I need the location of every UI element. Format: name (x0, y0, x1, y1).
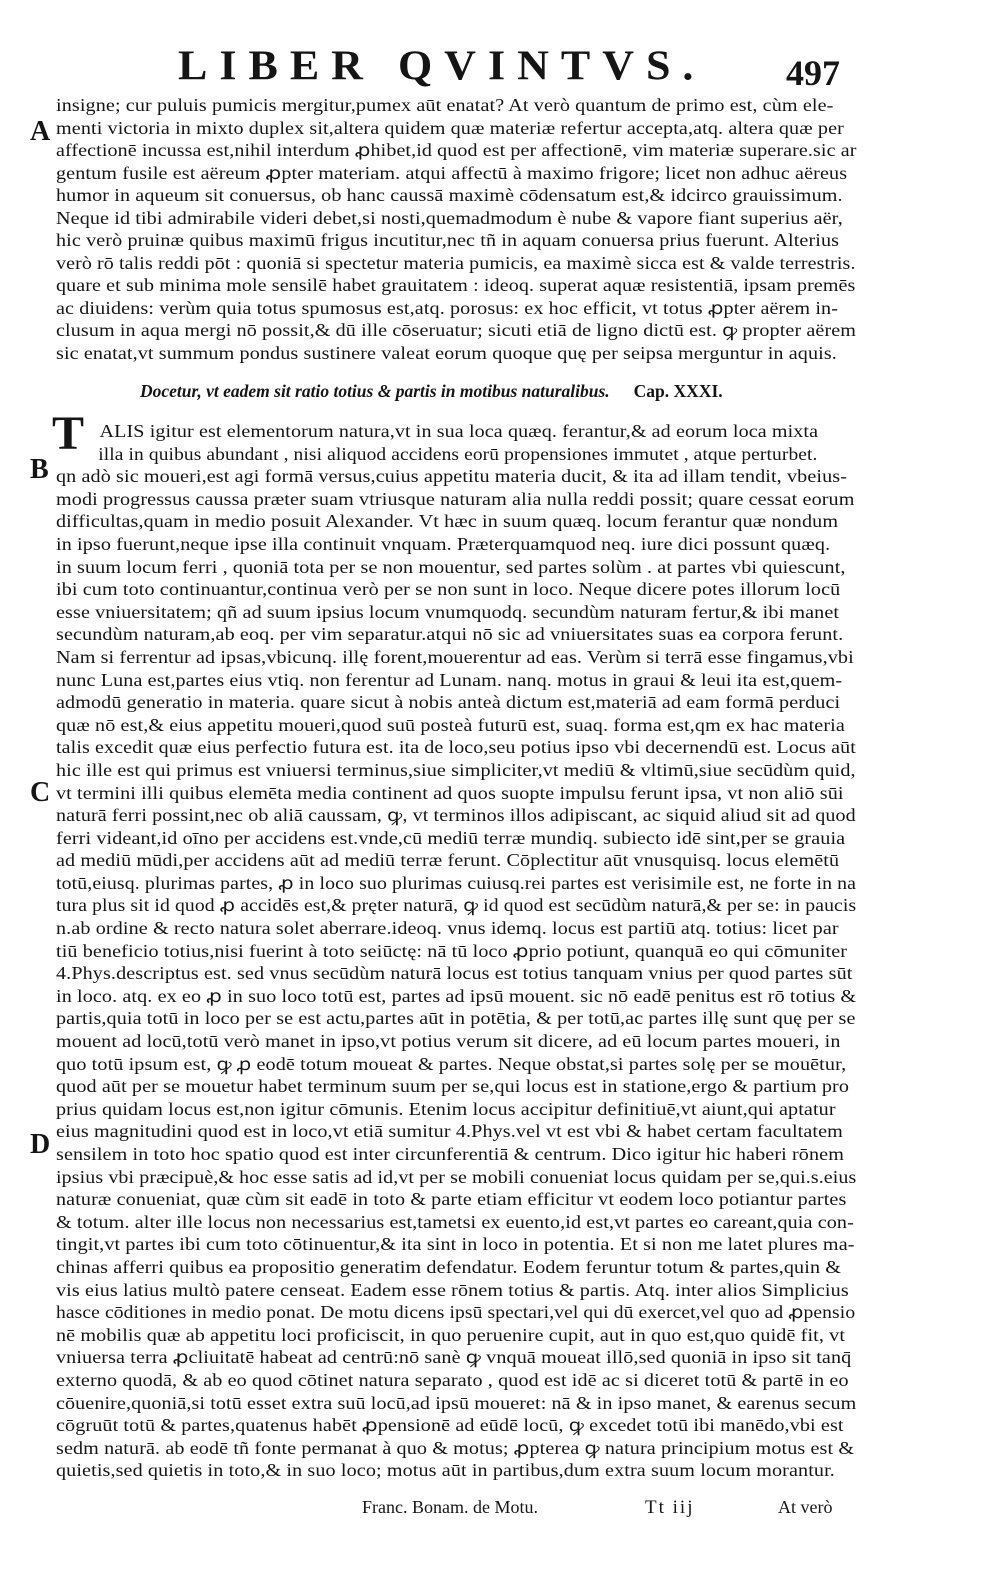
text-line: secundùm naturam,ab eoq. per vim separatur.atqui nō sic ad vniuersitates suas ea corpora ferunt. (56, 624, 844, 645)
text-line: modi progressus caussa præter suam vtriusque naturam alia nulla reddi possit; quare cessat eorum (56, 488, 855, 509)
text-line: nē mobilis quæ ab appetitu loci proficiscit, in quo peruenire cupit, aut in quo est,quo quidē fit, vt (56, 1324, 846, 1345)
text-line: cōgruūt totū & partes,quatenus habēt ꝓpensionē ad eūdē locū, ꝙ excedet totū ibi manēdo,vbi est (56, 1415, 844, 1436)
text-line: quare et sub minima mole sensilē habet grauitatem : ideoq. superat aquæ resistentiā, ipsam premēs (56, 275, 856, 295)
text-line: tingit,vt partes ibi cum toto cōtinuentur,& ita sint in loco in potentia. Et si non me latet plures ma- (56, 1234, 855, 1255)
text-line: vt termini illi quibus elemēta media continent ad quos suopte impulsu ferunt ipsa, vt non aliō sūi (56, 782, 844, 803)
text-line: tura plus sit id quod ꝓ accidēs est,& pręter naturā, ꝙ id quod est secūdùm naturā,& per se: in paucis (56, 895, 857, 916)
margin-marker-a: A (30, 116, 51, 147)
text-line: quo totū ipsum est, ꝙ ꝓ eodē totum moueat & partes. Neque obstat,si partes solę per se mouētur, (56, 1053, 847, 1074)
text-line: insigne; cur puluis pumicis mergitur,pumex aūt enatat? At verò quantum de primo est, cùm ele- (56, 95, 834, 115)
text-line: ALIS igitur est elementorum natura,vt in sua loca quæq. ferantur,& ad eorum loca mixta (99, 421, 819, 441)
text-line: ferri videant,id oīno per accidens est.vnde,cū mediū terræ mundiq. subiecto idē sint,per se grauia (56, 827, 846, 848)
text-line: externo quodā, & ab eo quod cōtinet natura separato , quod est idē ac si diceret totū & partē in eo (56, 1369, 849, 1390)
text-line: clusum in aqua mergi nō possit,& dū ille cōseruatur; sicuti etiā de ligno dictū est. ꝙ propter aërem (56, 320, 857, 340)
text-line: prius quidam locus est,non igitur cōmunis. Etenim locus accipitur definitiuē,vt aiunt,qui aptatur (56, 1098, 836, 1119)
text-line: nunc Luna est,partes eius vtiq. non ferentur ad Lunam. nanq. motus in graui & leui ita est,quem- (56, 669, 843, 690)
text-line: partis,quia totū in loco per se est actu,partes aūt in potētia, & per totū,ac partes illę sunt quę per se (56, 1008, 856, 1029)
chapter-heading-text: Docetur, vt eadem sit ratio totius & partis in motibus naturalibus. (140, 381, 610, 401)
text-line: quæ nō est,& eius appetitu moueri,quod suū posteà futurū est, suaq. forma est,qm ex hac materia (56, 714, 845, 735)
text-line: totū,eiusq. plurimas partes, ꝓ in loco suo plurimas cuiusq.rei partes est verisimile est, ne forte in na (56, 872, 857, 893)
footer-signature: Franc. Bonam. de Motu. (362, 1497, 538, 1517)
text-line: ac diuidens: verùm quia totus spumosus est,atq. porosus: ex hoc efficit, vt totus ꝓpter aërem in- (56, 297, 839, 318)
text-line: verò rō talis reddi pōt : quoniā si spectetur materia pumicis, ea maximè sicca est & valde terrestris. (56, 252, 856, 273)
text-line: qn adò sic moueri,est agi formā versus,cuius appetitu materia ducit, & ita ad illam tendit, vbeius- (56, 466, 848, 487)
text-line: eius magnitudini quod est in loco,vt etiā sumitur 4.Phys.vel vt est vbi & habet certam facultatem (56, 1121, 843, 1142)
text-line: Neque id tibi admirabile videri debet,si nosti,quemadmodum è nube & vapore fiant superius aër, (56, 207, 843, 228)
text-line: talis excedit quæ eius perfectio futura est. ita de loco,seu potius ipso vbi decernendū est. Locus aūt (56, 737, 856, 758)
text-line: ad mediū mūdi,per accidens aūt ad mediū terræ ferunt. Cōplectitur aūt vnusquisq. locus elemētū (56, 850, 840, 871)
text-line: vniuersa terra ꝓcliuitatē habeat ad centrū:nō sanè ꝙ vnquā moueat illō,sed quoniā in ipso sit tanq̄ (56, 1347, 852, 1368)
text-line: quod aūt per se mouetur habet terminum suum per se,qui locus est in statione,ergo & partium pro (56, 1076, 850, 1097)
text-line: in ipso fuerunt,neque ipse illa continuit vnquam. Præterquamquod neq. iure dici possunt quæq. (56, 533, 831, 554)
text-line: & totum. alter ille locus non necessarius est,tametsi ex euento,id est,vt partes eo careant,quia con- (56, 1211, 854, 1232)
text-line: ipsius vbi præcipuè,& hoc esse satis ad id,vt per se mobili conueniat locus quidam per se,qui.s.eius (56, 1166, 857, 1187)
text-line: affectionē incussa est,nihil interdum ꝓhibet,id quod est per affectionē, vim materiæ superare.sic ar (56, 140, 857, 160)
text-line: mouent ad locū,totū verò manet in ipso,vt potius verum sit dicere, ad eū locum partes moueri, in (56, 1031, 841, 1052)
margin-marker-d: D (30, 1129, 51, 1160)
initial-letter: T (52, 407, 85, 460)
text-line: chinas afferri quibus ea propositio generatim defendatur. Eodem feruntur totum & partes,quin & (56, 1256, 842, 1277)
text-line: cōuenire,quoniā,si totū esset extra suū locū,ad ipsū moueret: nā & in ipso manet, & earenus secum (56, 1392, 857, 1413)
chapter-heading (140, 381, 860, 402)
text-line: menti victoria in mixto duplex sit,altera quidem quæ materiæ refertur accepta,atq. altera quæ per (56, 117, 844, 138)
text-line: naturæ conueniat, quæ cùm sit eadē in toto & parte etiam efficitur vt eodem loco potiantur partes (56, 1189, 847, 1210)
text-line: in suum locum ferri , quoniā tota per se non mouentur, sed partes solùm . at partes vbi quiescunt, (56, 556, 846, 577)
margin-marker-b: B (30, 454, 49, 485)
text-line: 4.Phys.descriptus est. sed vnus secūdùm naturā locus est totius tanquam vnius per quod partes sūt (56, 963, 853, 984)
text-line: sensilem in toto hoc spatio quod est inter circunferentiā & centrum. Dico igitur hic haberi rōnem (56, 1144, 844, 1164)
margin-marker-c: C (30, 777, 51, 808)
chapter-number: Cap. XXXI. (633, 381, 723, 401)
text-line: in loco. atq. ex eo ꝓ in suo loco totū est, partes ad ipsū mouent. sic nō eadē penitus est rō totius & (56, 985, 857, 1006)
text-line: hasce cōditiones in medio ponat. De motu dicens ipsū spectari,vel qui dū exercet,vel quo ad ꝓpensio (56, 1302, 856, 1323)
text-line: hic ille est qui primus est vniuersi terminus,siue simpliciter,vt mediū & vltimū,siue secūdùm quid, (56, 759, 856, 780)
text-line: ibi cum toto continuantur,continua verò per se non sunt in loco. Neque dicere potes illorum locū (56, 579, 841, 600)
page-number: 497 (786, 53, 840, 93)
text-line: admodū generatio in materia. quare sicut à nobis anteà dictum est,materiā ad eam formā perduci (56, 692, 841, 713)
text-line: sic enatat,vt summum pondus sustinere valeat eorum quoque quę per seipsa merguntur in aquis. (56, 342, 837, 363)
text-line: sedm naturā. ab eodē tñ fonte permanat à quo & motus; ꝓpterea ꝙ natura principium motus est & (56, 1437, 855, 1458)
text-line: humor in aqueum sit conuersus, ob hanc caussā maximè cōdensatum est,& idcirco grauissimum. (56, 185, 843, 205)
running-head: LIBER QVINTVS. (178, 42, 706, 89)
text-line: tiū beneficio totius,nisi fuerint à toto seiūctę: nā tū loco ꝓprio potiunt, quanquā eo qui cōmuniter (56, 940, 848, 961)
text-line: gentum fusile est aëreum ꝓpter materiam. atqui affectū à maximo frigore; licet non adhuc aëreus (56, 162, 848, 183)
text-line: vis eius latius multò patere censeat. Eadem esse rōnem totius & partis. Atq. inter alios Simplicius (56, 1279, 849, 1300)
text-line: Nam si ferrentur ad ipsas,vbicunq. illę forent,mouerentur ad eas. Verùm si terrā esse fingamus,vbi (56, 646, 854, 667)
text-line: illa in quibus abundant , nisi aliquod accidens eorū propensiones immutet , atque perturbet. (98, 443, 818, 464)
text-block-second (56, 420, 856, 1482)
text-line: quietis,sed quietis in toto,& in suo loco; motus aūt in partibus,dum extra suum locum morantur. (56, 1460, 835, 1481)
footer-gathering-mark: Tt iij (645, 1497, 695, 1518)
text-line: hic verò pruinæ quibus maximū frigus incutitur,nec tñ in aquam conuersa prius fuerunt. Alterius (56, 230, 840, 250)
footer-catchword: At verò (778, 1497, 833, 1517)
text-line: n.ab ordine & recto natura solet aberrare.ideoq. vnus idemq. locus est partiū atq. totius: licet par (56, 918, 839, 939)
text-line: difficultas,quam in medio posuit Alexander. Vt hæc in suum quæq. locum ferantur quæ nondum (56, 511, 839, 532)
text-block-first (56, 94, 856, 364)
text-line: naturā ferri possint,nec ob aliā caussam, ꝙ, vt terminos illos adipiscant, ac siquid aliud sit ad quod (56, 805, 856, 826)
text-line: esse vniuersitatem; qñ ad suum ipsius locum vnumquodq. secundùm naturam fertur,& ibi manet (56, 601, 840, 622)
